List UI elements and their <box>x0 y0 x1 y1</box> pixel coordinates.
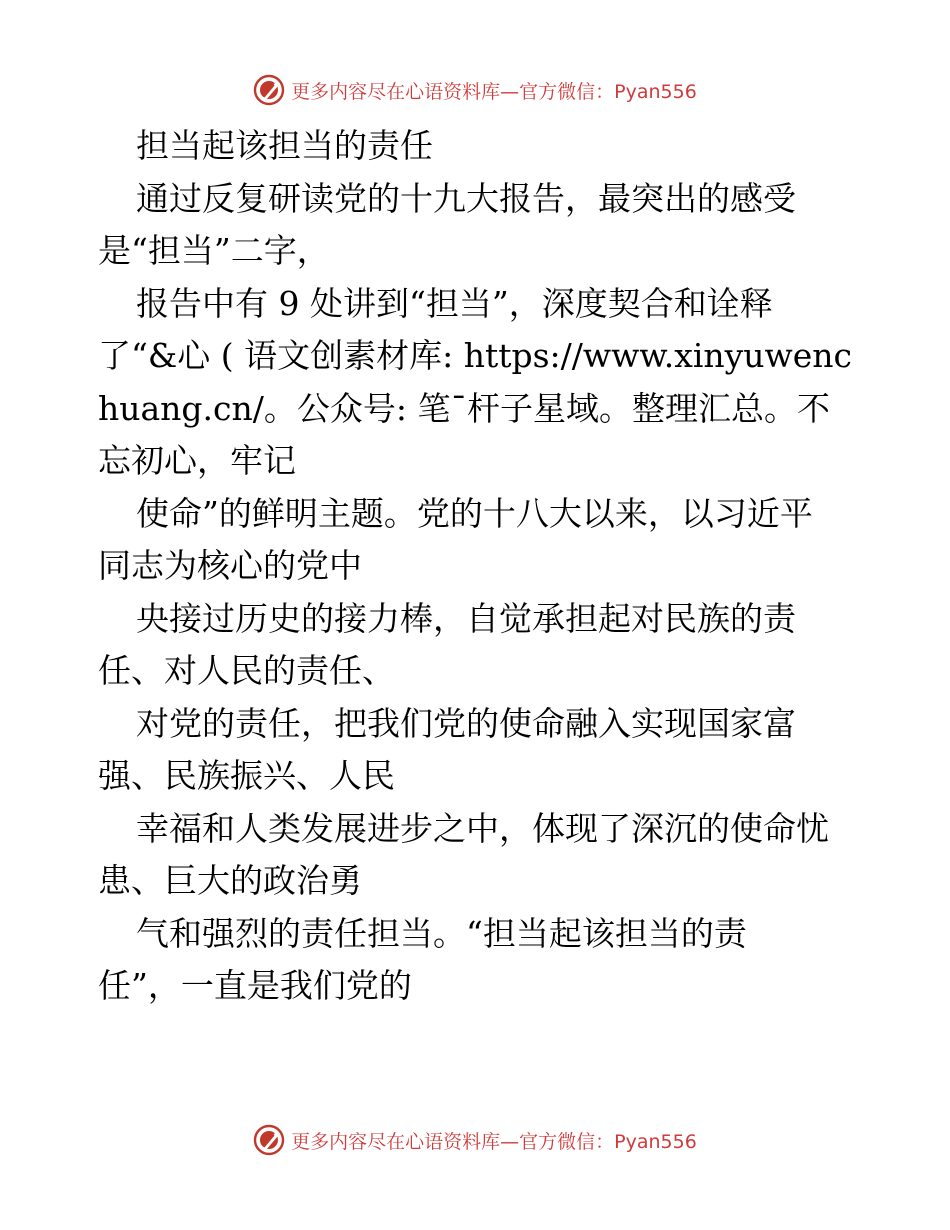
text-line: 患、巨大的政治勇 <box>98 861 362 900</box>
text-line: 强、民族振兴、人民 <box>98 756 395 795</box>
text-line: 任”，一直是我们党的 <box>98 966 412 1005</box>
text-line: 报告中有 9 处讲到“担当”，深度契合和诠释 <box>136 283 773 323</box>
text-line: 使命”的鲜明主题。党的十八大以来，以习近平 <box>136 493 813 533</box>
pen-logo-icon <box>253 1124 285 1156</box>
text-line: 忘初心，牢记 <box>98 441 296 480</box>
pen-logo-icon <box>253 74 285 106</box>
footer-banner <box>0 1120 950 1160</box>
header-banner <box>0 70 950 110</box>
text-line: 同志为核心的党中 <box>98 546 362 585</box>
text-line: 对党的责任，把我们党的使命融入实现国家富 <box>136 703 796 743</box>
text-line: 央接过历史的接力棒，自觉承担起对民族的责 <box>136 598 796 638</box>
footer-banner-text: 更多内容尽在心语资料库—官方微信：Pyan556 <box>291 1130 697 1153</box>
text-line: 气和强烈的责任担当。“担当起该担当的责 <box>136 913 747 953</box>
header-banner-inner <box>253 74 697 106</box>
text-line: 是“担当”二字， <box>98 231 330 270</box>
text-line: 通过反复研读党的十九大报告，最突出的感受 <box>136 178 796 218</box>
footer-banner-inner <box>253 1124 697 1156</box>
header-banner-text: 更多内容尽在心语资料库—官方微信：Pyan556 <box>291 80 697 103</box>
document-body <box>98 120 858 1013</box>
text-line: 了“&心 ( 语文创素材库: https://www.xinyuwenc <box>98 336 853 375</box>
text-line: 担当起该担当的责任 <box>136 126 433 165</box>
text-line: huang.cn/。公众号: 笔¯杆子星域。整理汇总。不 <box>98 388 831 428</box>
text-line: 幸福和人类发展进步之中，体现了深沉的使命忧 <box>136 808 829 848</box>
text-line: 任、对人民的责任、 <box>98 651 395 690</box>
